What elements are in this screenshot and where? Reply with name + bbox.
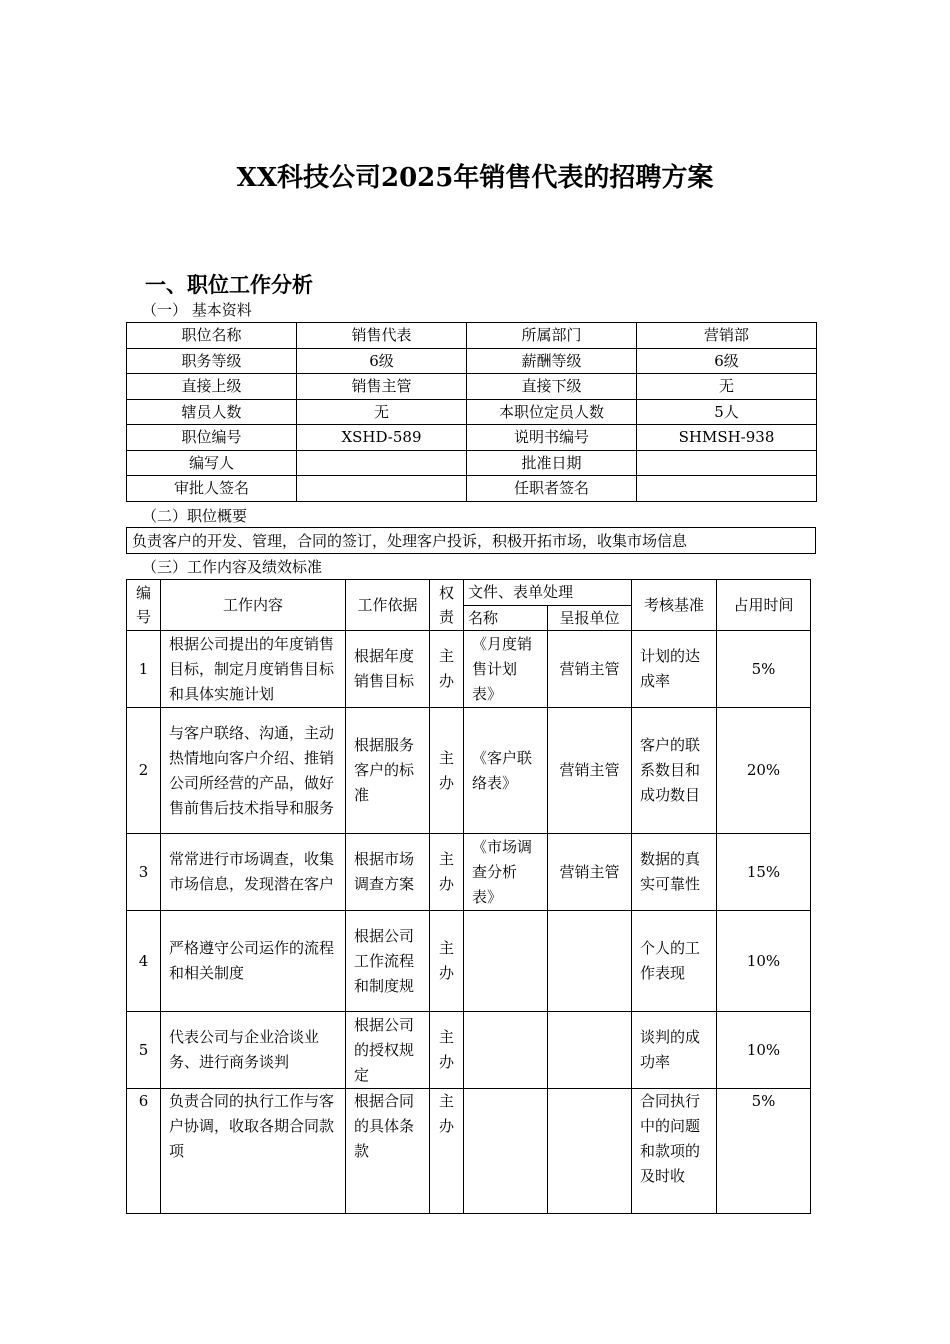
row-content: 负责合同的执行工作与客户协调，收取各期合同款项 xyxy=(161,1089,346,1214)
row-content: 常常进行市场调查，收集市场信息，发现潜在客户 xyxy=(161,834,346,911)
row-doc-name: 《市场调查分析表》 xyxy=(464,834,548,911)
row-authority: 主办 xyxy=(430,834,464,911)
row-doc-unit: 营销主管 xyxy=(548,834,632,911)
table-row xyxy=(127,476,817,502)
page-title: XX科技公司2025年销售代表的招聘方案 xyxy=(236,163,714,193)
row-authority: 主办 xyxy=(430,1089,464,1214)
table-row xyxy=(127,528,816,554)
table-cell xyxy=(297,450,467,476)
table-cell: 编写人 xyxy=(127,450,297,476)
table-cell: 批准日期 xyxy=(467,450,637,476)
subsection-job-summary: （二）职位概要 xyxy=(142,507,248,525)
table-cell: 辖员人数 xyxy=(127,399,297,425)
row-time: 10% xyxy=(717,1012,811,1089)
table-row xyxy=(127,911,811,1012)
table-row xyxy=(127,1012,811,1089)
header-criteria: 考核基准 xyxy=(632,580,717,631)
subsection-work-content: （三）工作内容及绩效标准 xyxy=(142,558,323,576)
row-criteria: 客户的联系数目和成功数目 xyxy=(632,708,717,834)
table-cell: 无 xyxy=(637,374,817,400)
job-summary-text: 负责客户的开发、管理，合同的签订，处理客户投诉，积极开拓市场，收集市场信息 xyxy=(127,528,816,554)
header-authority: 权责 xyxy=(430,580,464,631)
row-authority: 主办 xyxy=(430,1012,464,1089)
table-header-row xyxy=(127,580,811,606)
header-doc-unit: 呈报单位 xyxy=(548,605,632,631)
row-doc-name: 《月度销售计划表》 xyxy=(464,631,548,708)
table-cell xyxy=(637,476,817,502)
table-cell: 无 xyxy=(297,399,467,425)
row-content: 与客户联络、沟通，主动热情地向客户介绍、推销公司所经营的产品，做好售前售后技术指导和服务 xyxy=(161,708,346,834)
table-row xyxy=(127,631,811,708)
row-no: 2 xyxy=(127,708,161,834)
row-content: 根据公司提出的年度销售目标，制定月度销售目标和具体实施计划 xyxy=(161,631,346,708)
table-cell: 销售主管 xyxy=(297,374,467,400)
table-cell: 任职者签名 xyxy=(467,476,637,502)
table-row xyxy=(127,450,817,476)
row-no: 3 xyxy=(127,834,161,911)
row-basis: 根据公司工作流程和制度规 xyxy=(346,911,430,1012)
table-cell xyxy=(297,476,467,502)
row-time: 5% xyxy=(717,631,811,708)
row-basis: 根据年度销售目标 xyxy=(346,631,430,708)
row-time: 10% xyxy=(717,911,811,1012)
table-row xyxy=(127,425,817,451)
subsection-basic-info: （一） 基本资料 xyxy=(142,301,252,319)
table-cell: 职务等级 xyxy=(127,348,297,374)
table-cell: 说明书编号 xyxy=(467,425,637,451)
section-heading: 一、职位工作分析 xyxy=(145,272,313,297)
header-time: 占用时间 xyxy=(717,580,811,631)
row-authority: 主办 xyxy=(430,911,464,1012)
row-no: 6 xyxy=(127,1089,161,1214)
row-doc-unit xyxy=(548,1089,632,1214)
table-cell: 5人 xyxy=(637,399,817,425)
row-no: 5 xyxy=(127,1012,161,1089)
row-criteria: 计划的达成率 xyxy=(632,631,717,708)
row-basis: 根据公司的授权规定 xyxy=(346,1012,430,1089)
table-cell: 6级 xyxy=(297,348,467,374)
job-summary-box xyxy=(126,527,816,554)
row-doc-name xyxy=(464,1012,548,1089)
table-cell: 营销部 xyxy=(637,323,817,349)
row-basis: 根据服务客户的标准 xyxy=(346,708,430,834)
row-doc-name xyxy=(464,911,548,1012)
table-row xyxy=(127,374,817,400)
row-authority: 主办 xyxy=(430,708,464,834)
row-criteria: 个人的工作表现 xyxy=(632,911,717,1012)
table-cell: 6级 xyxy=(637,348,817,374)
table-row xyxy=(127,708,811,834)
table-cell: 审批人签名 xyxy=(127,476,297,502)
table-row xyxy=(127,348,817,374)
basic-info-table xyxy=(126,322,817,502)
header-no: 编号 xyxy=(127,580,161,631)
table-cell: 本职位定员人数 xyxy=(467,399,637,425)
table-cell: 直接上级 xyxy=(127,374,297,400)
row-authority: 主办 xyxy=(430,631,464,708)
row-doc-unit xyxy=(548,1012,632,1089)
row-doc-unit xyxy=(548,911,632,1012)
table-cell: 职位编号 xyxy=(127,425,297,451)
table-cell xyxy=(637,450,817,476)
row-doc-unit: 营销主管 xyxy=(548,631,632,708)
header-doc-name: 名称 xyxy=(464,605,548,631)
header-content: 工作内容 xyxy=(161,580,346,631)
header-docs: 文件、表单处理 xyxy=(464,580,632,606)
row-criteria: 数据的真实可靠性 xyxy=(632,834,717,911)
row-no: 4 xyxy=(127,911,161,1012)
table-row xyxy=(127,1089,811,1214)
table-cell: 薪酬等级 xyxy=(467,348,637,374)
row-doc-name: 《客户联络表》 xyxy=(464,708,548,834)
table-cell: 直接下级 xyxy=(467,374,637,400)
table-cell: 所属部门 xyxy=(467,323,637,349)
row-doc-name xyxy=(464,1089,548,1214)
table-cell: 职位名称 xyxy=(127,323,297,349)
row-time: 15% xyxy=(717,834,811,911)
row-no: 1 xyxy=(127,631,161,708)
row-content: 严格遵守公司运作的流程和相关制度 xyxy=(161,911,346,1012)
row-doc-unit: 营销主管 xyxy=(548,708,632,834)
row-time: 20% xyxy=(717,708,811,834)
row-basis: 根据合同的具体条款 xyxy=(346,1089,430,1214)
table-row xyxy=(127,399,817,425)
work-content-table xyxy=(126,579,811,1214)
row-criteria: 合同执行中的问题和款项的及时收 xyxy=(632,1089,717,1214)
header-basis: 工作依据 xyxy=(346,580,430,631)
row-basis: 根据市场调查方案 xyxy=(346,834,430,911)
row-time: 5% xyxy=(717,1089,811,1214)
table-row xyxy=(127,834,811,911)
row-criteria: 谈判的成功率 xyxy=(632,1012,717,1089)
table-row xyxy=(127,323,817,349)
table-cell: SHMSH-938 xyxy=(637,425,817,451)
table-cell: XSHD-589 xyxy=(297,425,467,451)
table-cell: 销售代表 xyxy=(297,323,467,349)
row-content: 代表公司与企业洽谈业务、进行商务谈判 xyxy=(161,1012,346,1089)
